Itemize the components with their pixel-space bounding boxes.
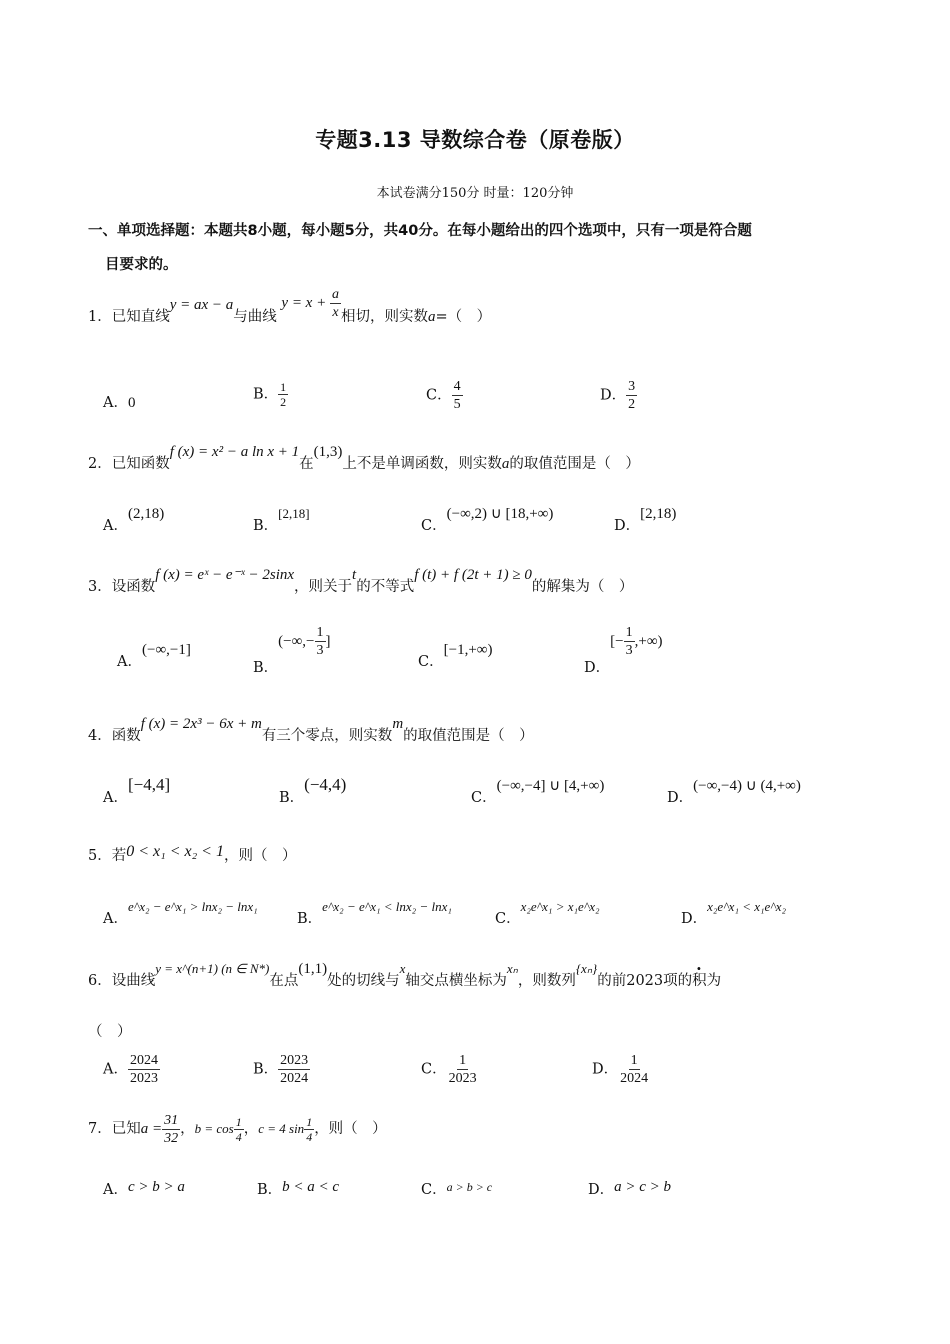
q1-option-a[interactable]: A．0 bbox=[103, 395, 136, 411]
q4-option-b[interactable]: B．(−4,4) bbox=[279, 775, 347, 806]
page-title: 专题3.13 导数综合卷（原卷版） bbox=[315, 128, 635, 152]
q2-option-b[interactable]: B．[2,18] bbox=[253, 506, 310, 534]
question-number: 1． bbox=[88, 308, 112, 325]
condition: 0 < x₁ < x₂ < 1 bbox=[126, 843, 224, 860]
q4-option-c[interactable]: C．(−∞,−4] ∪ [4,+∞) bbox=[471, 778, 605, 806]
q5-option-d[interactable]: D．x₂e^x₁ < x₁e^x₂ bbox=[681, 899, 787, 927]
q3-option-c[interactable]: C．[−1,+∞) bbox=[418, 642, 493, 670]
curve-equation: y = x + $\frac{a}{x}$ bbox=[281, 287, 339, 320]
q2-option-a[interactable]: A．(2,18) bbox=[103, 506, 165, 534]
line-equation: y = ax − a bbox=[169, 296, 234, 313]
question-5: 5．若0 < x₁ < x₂ < 1，则（ ） bbox=[88, 843, 297, 864]
q3-option-a[interactable]: A．(−∞,−1] bbox=[117, 642, 191, 670]
question-4: 4．函数f (x) = 2x³ − 6x + m有三个零点，则实数m的取值范围是（ ） bbox=[88, 716, 534, 744]
q4-option-d[interactable]: D．(−∞,−4) ∪ (4,+∞) bbox=[667, 778, 801, 806]
question-number: 7． bbox=[88, 1120, 112, 1137]
exam-info: 本试卷满分150分 时量：120分钟 bbox=[376, 186, 574, 201]
point: (1,1) bbox=[298, 961, 328, 977]
question-2: 2．已知函数f (x) = x² − a ln x + 1在(1,3)上不是单调函数，则实数a的取值范围是（ ） bbox=[88, 444, 640, 472]
function-expression: f (x) = 2x³ − 6x + m bbox=[140, 716, 262, 732]
q1-option-d[interactable]: D． $\frac{3}{2}$ bbox=[600, 379, 636, 412]
section-heading-line1: 一、单项选择题：本题共8小题，每小题5分，共40分。在每小题给出的四个选项中，只有一项是符合题 bbox=[88, 223, 752, 239]
q2-option-c[interactable]: C．(−∞,2) ∪ [18,+∞) bbox=[421, 506, 554, 534]
inequality: f (t) + f (2t + 1) ≥ 0 bbox=[414, 567, 532, 583]
question-number: 2． bbox=[88, 456, 112, 472]
question-6: 6．设曲线y = x^(n+1) (n ∈ N*)在点(1,1)处的切线与x轴交点横坐标为xₙ，则数列{xₙ}的前2023项的积为 bbox=[88, 961, 722, 989]
question-6-answer-bracket: （ ） bbox=[88, 1024, 132, 1040]
interval: (1,3) bbox=[313, 444, 343, 460]
question-number: 3． bbox=[88, 579, 112, 595]
b-definition: b = cos $\frac{1}{4}$ bbox=[194, 1115, 242, 1145]
q6-option-c[interactable]: C． $\frac{1}{2023}$ bbox=[421, 1053, 477, 1086]
question-1: 1．已知直线y = ax − a与曲线 y = x + $\frac{a}{x}$ 相切，则实数a=（ ） bbox=[88, 287, 492, 325]
q5-option-a[interactable]: A．e^x₂ − e^x₁ > lnx₂ − lnx₁ bbox=[103, 899, 258, 927]
sequence: {xₙ} bbox=[575, 961, 598, 976]
curve-equation: y = x^(n+1) (n ∈ N*) bbox=[155, 961, 270, 976]
section-heading bbox=[88, 214, 868, 282]
function-expression: f (x) = eˣ − e⁻ˣ − 2sinx bbox=[155, 567, 295, 583]
q6-option-a[interactable]: A． $\frac{2024}{2023}$ bbox=[103, 1053, 158, 1086]
q1-option-b[interactable]: B． $\frac{1}{2}$ bbox=[253, 380, 287, 409]
question-7: 7．已知a = $\frac{31}{32}$ ，b = cos $\frac{1}{4}$ ，c = 4 sin $\frac{1}{4}$ ，则（ ） bbox=[88, 1113, 387, 1146]
question-number: 5． bbox=[88, 848, 112, 864]
section-heading-line2: 目要求的。 bbox=[105, 257, 178, 273]
q5-option-c[interactable]: C．x₂e^x₁ > x₁e^x₂ bbox=[495, 899, 600, 927]
q7-option-d[interactable]: D．a > c > b bbox=[588, 1179, 672, 1198]
q2-option-d[interactable]: D．[2,18) bbox=[614, 506, 677, 534]
q4-option-a[interactable]: A．[−4,4] bbox=[103, 775, 171, 806]
q3-option-b[interactable]: B．(−∞,− $\frac{1}{3}$ ] bbox=[253, 625, 331, 676]
q3-option-d[interactable]: D．[− $\frac{1}{3}$ ,+∞) bbox=[584, 625, 663, 676]
q6-option-d[interactable]: D． $\frac{1}{2024}$ bbox=[592, 1053, 649, 1086]
q6-option-b[interactable]: B． $\frac{2023}{2024}$ bbox=[253, 1053, 309, 1086]
question-number: 4． bbox=[88, 728, 112, 744]
function-expression: f (x) = x² − a ln x + 1 bbox=[169, 444, 300, 460]
q7-option-b[interactable]: B．b < a < c bbox=[257, 1179, 340, 1198]
c-definition: c = 4 sin $\frac{1}{4}$ bbox=[258, 1115, 313, 1145]
question-3: 3．设函数f (x) = eˣ − e⁻ˣ − 2sinx，则关于t的不等式f (t) + f (2t + 1) ≥ 0的解集为（ ） bbox=[88, 567, 634, 595]
q1-option-c[interactable]: C． $\frac{4}{5}$ bbox=[426, 379, 461, 412]
q7-option-c[interactable]: C．$^{a > b > c}$ bbox=[421, 1180, 493, 1198]
q5-option-b[interactable]: B．e^x₂ − e^x₁ < lnx₂ − lnx₁ bbox=[297, 899, 452, 927]
emphasis-product: 积 bbox=[692, 973, 707, 989]
question-number: 6． bbox=[88, 973, 112, 989]
q7-option-a[interactable]: A．c > b > a bbox=[103, 1179, 185, 1198]
a-definition: a = $\frac{31}{32}$ bbox=[140, 1113, 179, 1146]
